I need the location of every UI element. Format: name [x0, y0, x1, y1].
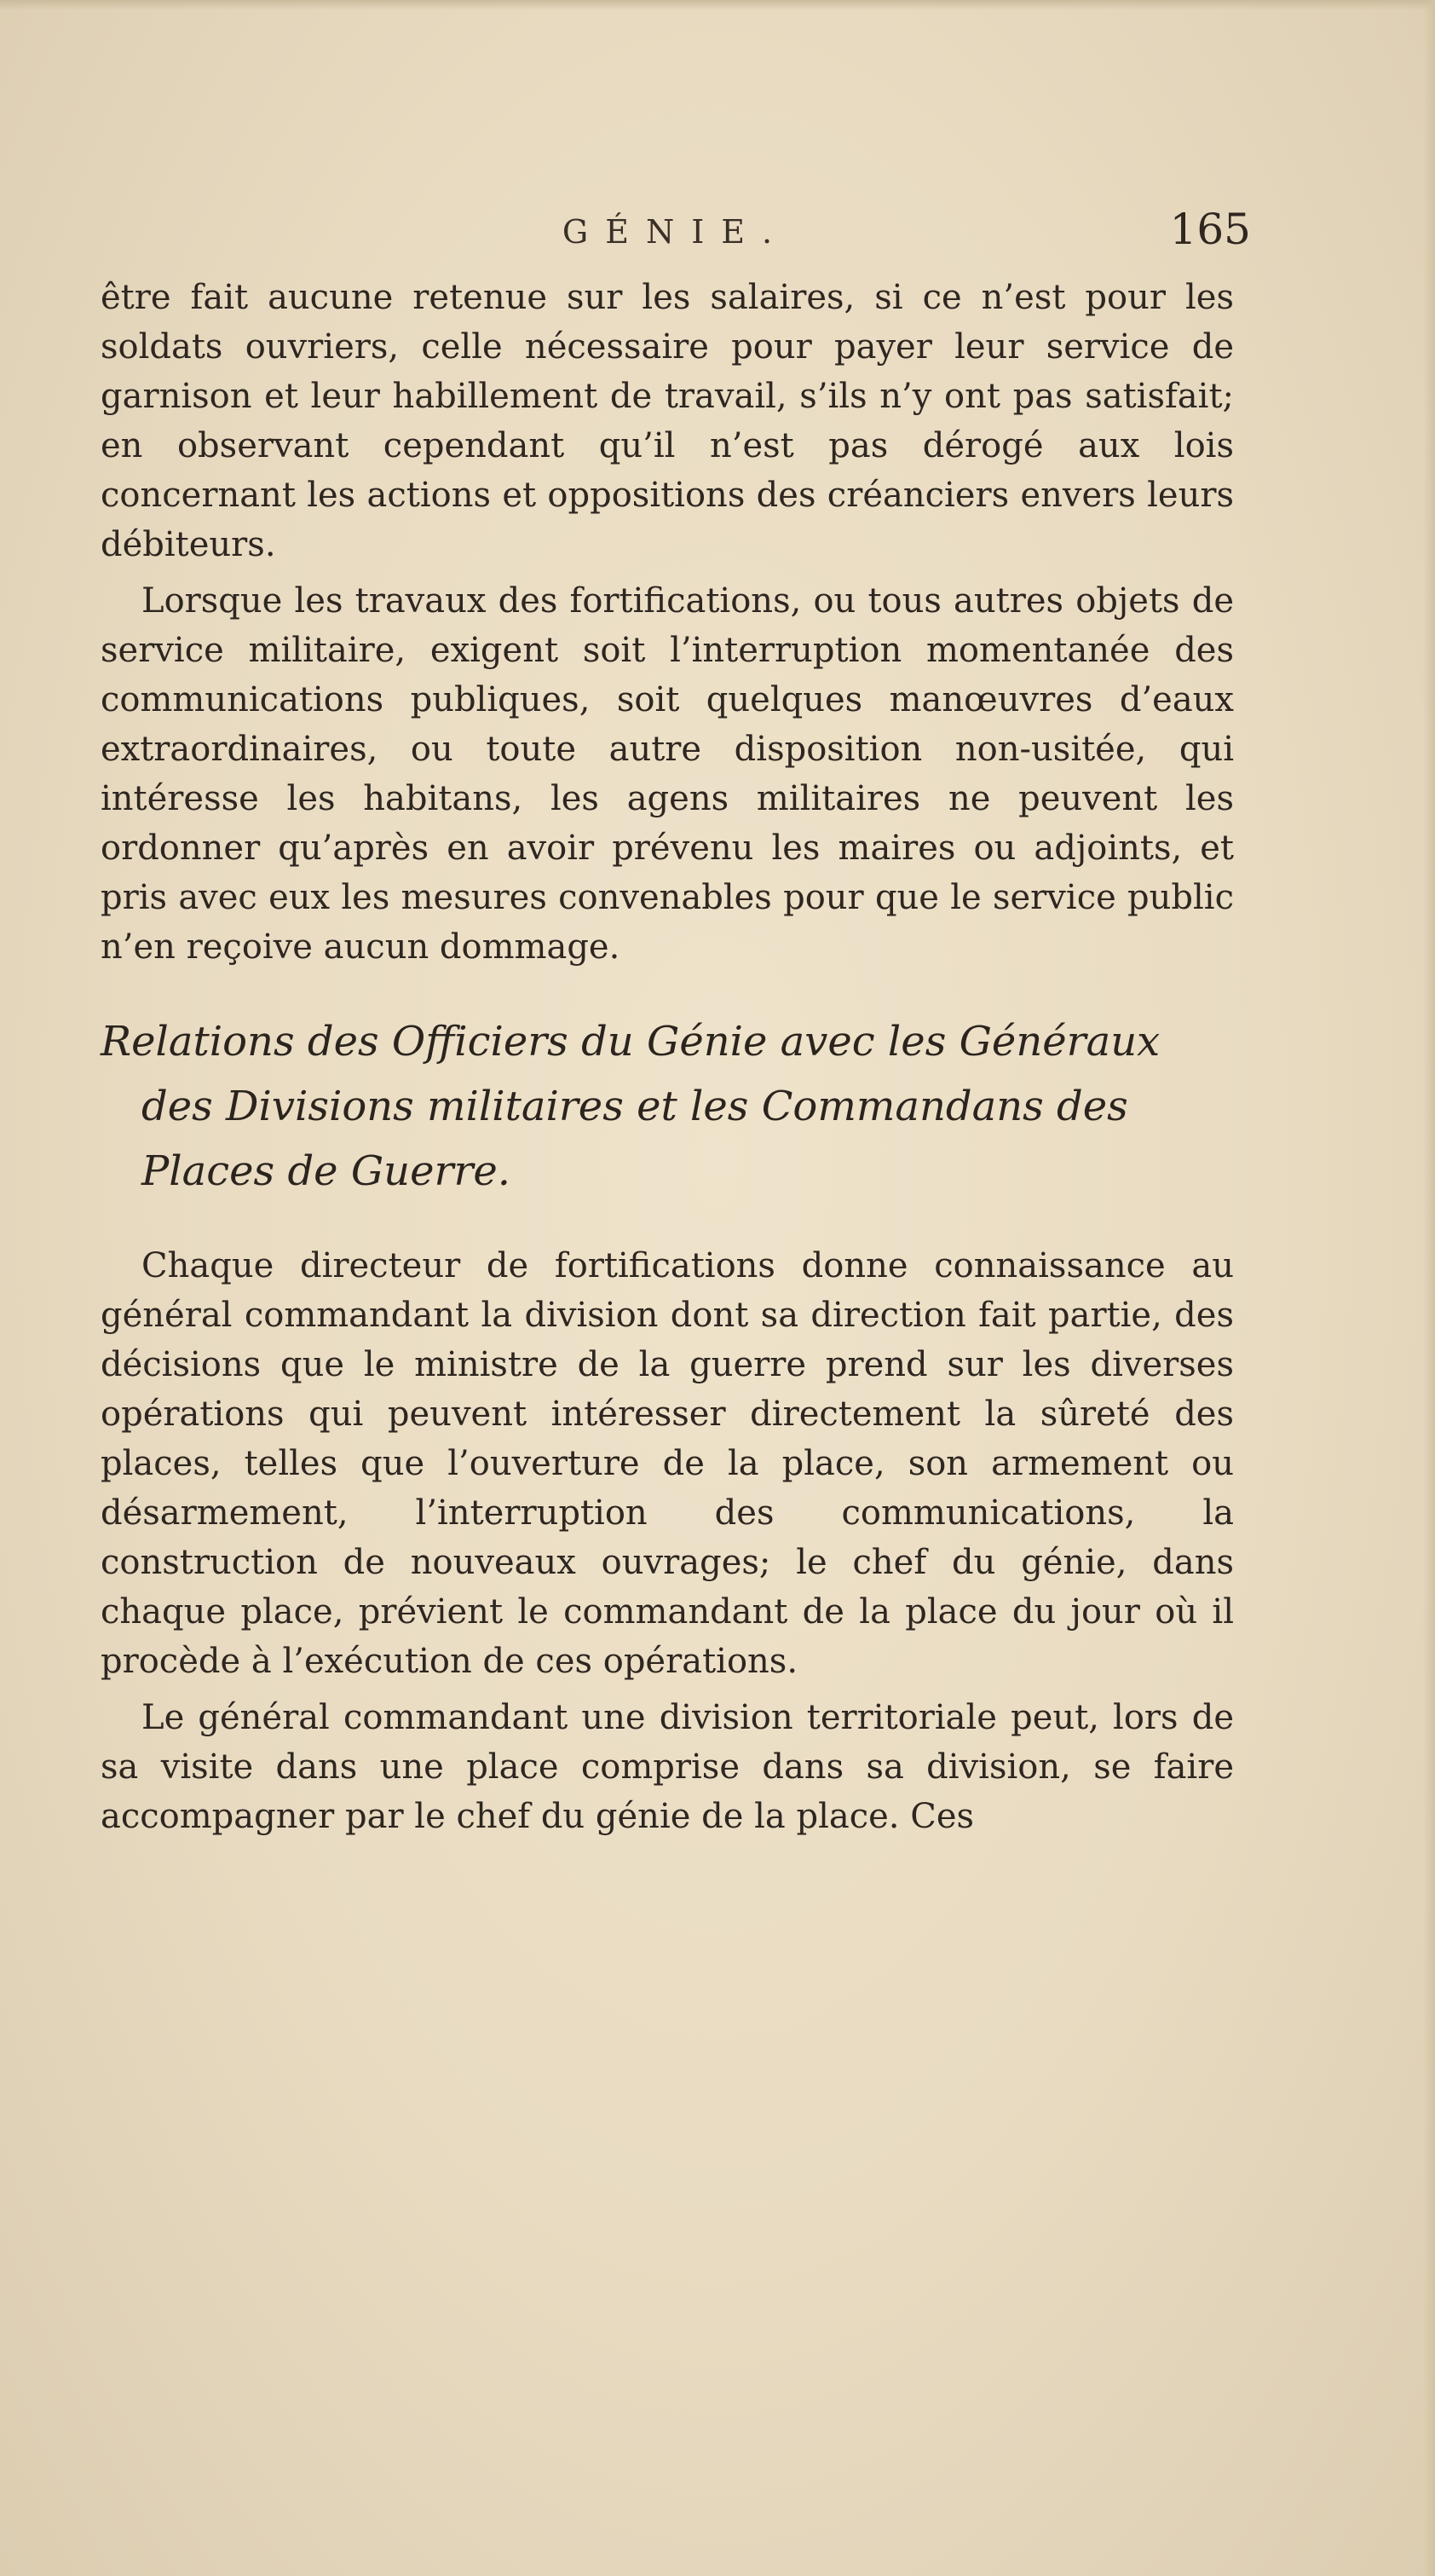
paragraph-continuation: être fait aucune retenue sur les salaires, si ce n’est pour les soldats ouvriers, celle nécessaire pour payer leur service de garnison et leur habillement de travail, s’ils n’y ont pas satisfait; en observant cependant qu’il n’est pas dérogé aux lois concernant les actions et oppositions des créanciers envers leurs débiteurs. [101, 278, 1234, 564]
page-right-edge [1423, 0, 1435, 2576]
page-top-edge [0, 0, 1435, 10]
paragraph-directeur: Chaque directeur de fortifications donne connaissance au général commandant la division dont sa direction fait partie, des décisions que le ministre de la guerre prend sur les diverses opérations qui peuvent intéresser directement la sûreté des places, telles que l’ouverture de la place, son armement ou désarmement, l’interruption des communications, la construction de nouveaux ouvrages; le chef du génie, dans chaque place, prévient le commandant de la place du jour où il procède à l’exécution de ces opérations. [101, 1246, 1234, 1681]
running-head: GÉNIE. [562, 213, 790, 251]
paragraph-travaux: Lorsque les travaux des fortifications, ou tous autres objets de service militaire, exigent soit l’interruption momentanée des communications publiques, soit quelques manœuvres d’eaux extraordinaires, ou toute autre disposition non-usitée, qui intéresse les habitans, les agens militaires ne peuvent les ordonner qu’après en avoir prévenu les maires ou adjoints, et pris avec eux les mesures convenables pour que le service public n’en reçoive aucun dommage. [101, 581, 1234, 967]
section-heading: Relations des Officiers du Génie avec les Généraux des Divisions militaires et les Commandans des Places de Guerre. [101, 1018, 1161, 1195]
page-body [101, 273, 1234, 1848]
paragraph-general: Le général commandant une division territoriale peut, lors de sa visite dans une place comprise dans sa division, se faire accompagner par le chef du génie de la place. Ces [101, 1698, 1234, 1836]
page-header [101, 205, 1251, 273]
page-number: 165 [1169, 205, 1251, 254]
